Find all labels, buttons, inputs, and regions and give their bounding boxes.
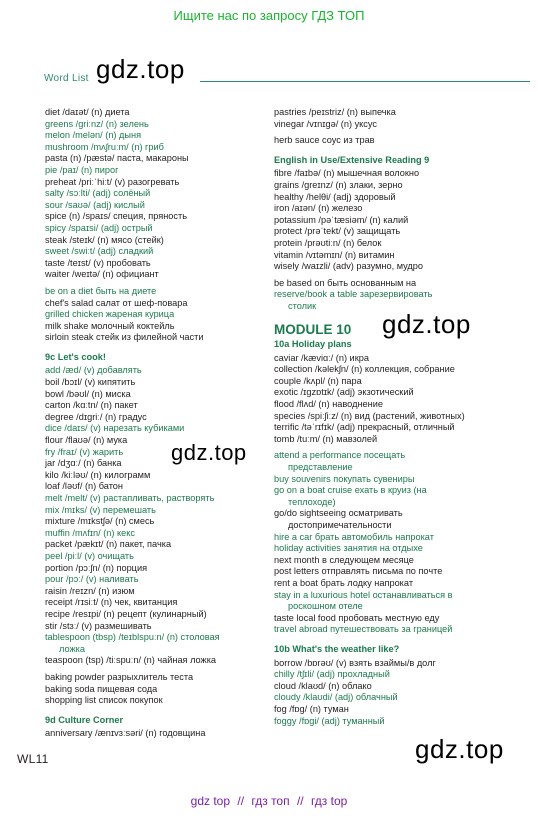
word-entry: pie /paɪ/ (n) пирог bbox=[45, 164, 119, 175]
word-entry: baking powder разрыхлитель теста bbox=[45, 671, 194, 682]
word-entry: taste local food пробовать местную еду bbox=[274, 612, 440, 623]
word-entry: jar /dʒɑː/ (n) банка bbox=[45, 458, 122, 469]
word-entry: caviar /kæviɑː/ (n) икра bbox=[274, 352, 369, 363]
word-entry: waiter /weɪtə/ (n) официант bbox=[45, 269, 159, 280]
word-entry: packet /pækɪt/ (n) пакет, пачка bbox=[45, 539, 172, 550]
word-entry: melon /melən/ (n) дыня bbox=[45, 130, 142, 141]
word-entry: kilo /kiːləʊ/ (n) килограмм bbox=[45, 469, 151, 480]
word-entry: raisin /reɪzn/ (n) изюм bbox=[45, 585, 135, 596]
word-entry: greens /ɡriːnz/ (n) зелень bbox=[45, 118, 149, 129]
word-entry: anniversary /ænɪvɜːsəri/ (n) годовщина bbox=[45, 728, 206, 739]
word-entry: flood /flʌd/ (n) наводнение bbox=[274, 399, 383, 410]
word-entry: fog /fɒɡ/ (n) туман bbox=[274, 703, 349, 714]
watermark: gdz.top bbox=[382, 309, 471, 339]
word-list-header: Word List bbox=[44, 73, 89, 84]
word-entry: fibre /faɪbə/ (n) мышечная волокно bbox=[274, 168, 420, 179]
word-entry: wisely /waɪzli/ (adv) разумно, мудро bbox=[274, 261, 424, 272]
spacer bbox=[274, 147, 534, 152]
nav-link-gdz-top-ru[interactable]: гдз топ bbox=[251, 794, 290, 808]
word-entry: herb sauce соус из трав bbox=[274, 135, 375, 146]
word-entry: cloud /klaʊd/ (n) облако bbox=[274, 680, 372, 691]
word-entry: be based on быть основанным на bbox=[274, 277, 417, 288]
spacer bbox=[274, 313, 534, 318]
nav-separator: // bbox=[296, 794, 304, 808]
word-entry: столик bbox=[288, 300, 317, 311]
word-entry: представление bbox=[288, 462, 353, 473]
word-entry: preheat /priːˈhiːt/ (v) разогревать bbox=[45, 176, 180, 187]
word-entry: mixture /mɪkstʃə/ (n) смесь bbox=[45, 516, 155, 527]
word-entry: couple /kʌpl/ (n) пара bbox=[274, 375, 362, 386]
word-entry: add /æd/ (v) добавлять bbox=[45, 365, 142, 376]
word-entry: species /spiːʃiːz/ (n) вид (растений, животных) bbox=[274, 410, 465, 421]
word-entry: muffin /mʌfɪn/ (n) кекс bbox=[45, 527, 135, 538]
word-entry: recipe /resɪpi/ (n) рецепт (кулинарный) bbox=[45, 608, 207, 619]
nav-link-gdz-top-mixed[interactable]: гдз top bbox=[310, 794, 348, 808]
word-entry: hire a car брать автомобиль напрокат bbox=[274, 531, 434, 542]
word-entry: mushroom /mʌʃruːm/ (n) гриб bbox=[45, 141, 164, 152]
top-banner: Ищите нас по запросу ГДЗ ТОП bbox=[173, 8, 365, 23]
word-entry: be on a diet быть на диете bbox=[45, 285, 157, 296]
word-entry: milk shake молочный коктейль bbox=[45, 320, 175, 331]
word-entry: peel /piːl/ (v) очищать bbox=[45, 550, 134, 561]
word-entry: pastries /peɪstriz/ (n) выпечка bbox=[274, 107, 396, 117]
spacer bbox=[45, 344, 265, 349]
word-entry: steak /steɪk/ (n) мясо (стейк) bbox=[45, 234, 164, 245]
word-list-left-column bbox=[45, 107, 265, 740]
word-entry: receipt /rɪsiːt/ (n) чек, квитанция bbox=[45, 597, 178, 608]
nav-link-gdz-top[interactable]: gdz top bbox=[190, 794, 231, 808]
word-entry: spicy /spaɪsi/ (adj) острый bbox=[45, 222, 153, 233]
word-entry: fry /fraɪ/ (v) жарить bbox=[45, 446, 124, 457]
section-heading: 10b What's the weather like? bbox=[274, 643, 400, 654]
word-entry: boil /bɔɪl/ (v) кипятить bbox=[45, 377, 136, 388]
word-entry: sweet /swiːt/ (adj) сладкий bbox=[45, 246, 154, 257]
word-entry: iron /aɪən/ (n) железо bbox=[274, 203, 363, 214]
word-entry: diet /daɪət/ (n) диета bbox=[45, 107, 130, 117]
header-rule bbox=[200, 81, 530, 82]
word-entry: tablespoon (tbsp) /teɪblspuːn/ (n) столовая bbox=[45, 632, 220, 643]
word-entry: holiday activities занятия на отдыхе bbox=[274, 543, 423, 554]
word-entry: cloudy /klaʊdi/ (adj) облачный bbox=[274, 692, 398, 703]
word-entry: post letters отправлять письма по почте bbox=[274, 566, 443, 577]
watermark: gdz.top bbox=[415, 734, 504, 764]
word-entry: sirloin steak стейк из филейной части bbox=[45, 332, 204, 343]
page-number: WL11 bbox=[17, 752, 49, 766]
word-entry: stir /stɜː/ (v) размешивать bbox=[45, 620, 152, 631]
word-entry: portion /pɔːʃn/ (n) порция bbox=[45, 562, 148, 573]
word-list-right-column bbox=[274, 107, 534, 727]
word-entry: borrow /bɒrəʊ/ (v) взять взаймы/в долг bbox=[274, 657, 436, 668]
word-entry: grilled chicken жареная курица bbox=[45, 309, 175, 320]
word-entry: pasta (n) /pæstə/ паста, макароны bbox=[45, 153, 189, 164]
word-entry: collection /kəlekʃn/ (n) коллекция, собрание bbox=[274, 364, 455, 375]
word-entry: go/do sightseeing осматривать bbox=[274, 508, 403, 519]
word-entry: rent a boat брать лодку напрокат bbox=[274, 577, 414, 588]
bottom-nav bbox=[0, 794, 538, 808]
word-entry: carton /kɑːtn/ (n) пакет bbox=[45, 400, 138, 411]
word-entry: pour /pɔː/ (v) наливать bbox=[45, 574, 139, 585]
word-entry: go on a boat cruise ехать в круиз (на bbox=[274, 485, 427, 496]
word-entry: baking soda пищевая сода bbox=[45, 683, 158, 694]
word-entry: protein /prəʊtiːn/ (n) белок bbox=[274, 237, 382, 248]
word-entry: vitamin /vɪtəmɪn/ (n) витамин bbox=[274, 249, 395, 260]
word-entry: attend a performance посещать bbox=[274, 450, 406, 461]
word-entry: sour /saʊə/ (adj) кислый bbox=[45, 199, 145, 210]
section-heading: 9d Culture Corner bbox=[45, 714, 124, 725]
word-entry: chilly /tʃɪli/ (adj) прохладный bbox=[274, 669, 390, 680]
section-heading: 10a Holiday plans bbox=[274, 339, 352, 350]
watermark: gdz.top bbox=[171, 440, 247, 465]
word-entry: salty /sɔːlti/ (adj) солёный bbox=[45, 188, 151, 199]
word-entry: spice (n) /spaɪs/ специя, пряность bbox=[45, 211, 187, 222]
word-entry: buy souvenirs покупать сувениры bbox=[274, 473, 415, 484]
word-entry: chef's salad салат от шеф-повара bbox=[45, 297, 188, 308]
word-entry: terrific /təˈrɪfɪk/ (adj) прекрасный, отличный bbox=[274, 422, 455, 433]
word-entry: достопримечательности bbox=[288, 520, 392, 530]
word-entry: bowl /bəʊl/ (n) миска bbox=[45, 388, 131, 399]
word-entry: shopping list список покупок bbox=[45, 695, 163, 706]
word-entry: роскошном отеле bbox=[288, 601, 363, 612]
word-entry: flour /flaʊə/ (n) мука bbox=[45, 435, 128, 446]
word-entry: travel abroad путешествовать за границей bbox=[274, 624, 453, 635]
word-entry: taste /teɪst/ (v) пробовать bbox=[45, 257, 151, 268]
word-entry: loaf /ləʊf/ (n) батон bbox=[45, 481, 123, 492]
word-entry: potassium /pəˈtæsiəm/ (n) калий bbox=[274, 214, 409, 225]
word-entry: degree /dɪɡriː/ (n) градус bbox=[45, 411, 147, 422]
word-entry: next month в следующем месяце bbox=[274, 554, 414, 565]
nav-separator: // bbox=[237, 794, 245, 808]
watermark: gdz.top bbox=[96, 54, 185, 84]
word-entry: exotic /ɪɡzɒtɪk/ (adj) экзотический bbox=[274, 387, 414, 398]
word-entry: stay in a luxurious hotel останавливаться в bbox=[274, 589, 453, 600]
word-entry: teaspoon (tsp) /tiːspuːn/ (n) чайная ложка bbox=[45, 655, 217, 666]
section-heading: English in Use/Extensive Reading 9 bbox=[274, 154, 430, 165]
word-entry: melt /melt/ (v) растапливать, растворять bbox=[45, 493, 215, 503]
word-entry: tomb /tuːm/ (n) мавзолей bbox=[274, 433, 378, 444]
word-entry: grains /ɡreɪnz/ (n) злаки, зерно bbox=[274, 179, 403, 190]
section-heading: 9c Let's cook! bbox=[45, 351, 106, 362]
word-entry: теплоходе) bbox=[288, 496, 336, 507]
spacer bbox=[45, 707, 265, 712]
word-entry: healthy /helθi/ (adj) здоровый bbox=[274, 191, 396, 202]
word-entry: foggy /fɒɡi/ (adj) туманный bbox=[274, 715, 385, 726]
word-entry: reserve/book a table зарезервировать bbox=[274, 289, 433, 300]
word-entry: ложка bbox=[59, 643, 85, 654]
word-entry: protect /prəˈtekt/ (v) защищать bbox=[274, 226, 401, 237]
word-entry: dice /daɪs/ (v) нарезать кубиками bbox=[45, 423, 185, 434]
word-entry: mix /mɪks/ (v) перемешать bbox=[45, 504, 156, 515]
word-entry: vinegar /vɪnɪɡə/ (n) уксус bbox=[274, 118, 377, 129]
module-heading: MODULE 10 bbox=[274, 321, 352, 337]
spacer bbox=[274, 636, 534, 641]
